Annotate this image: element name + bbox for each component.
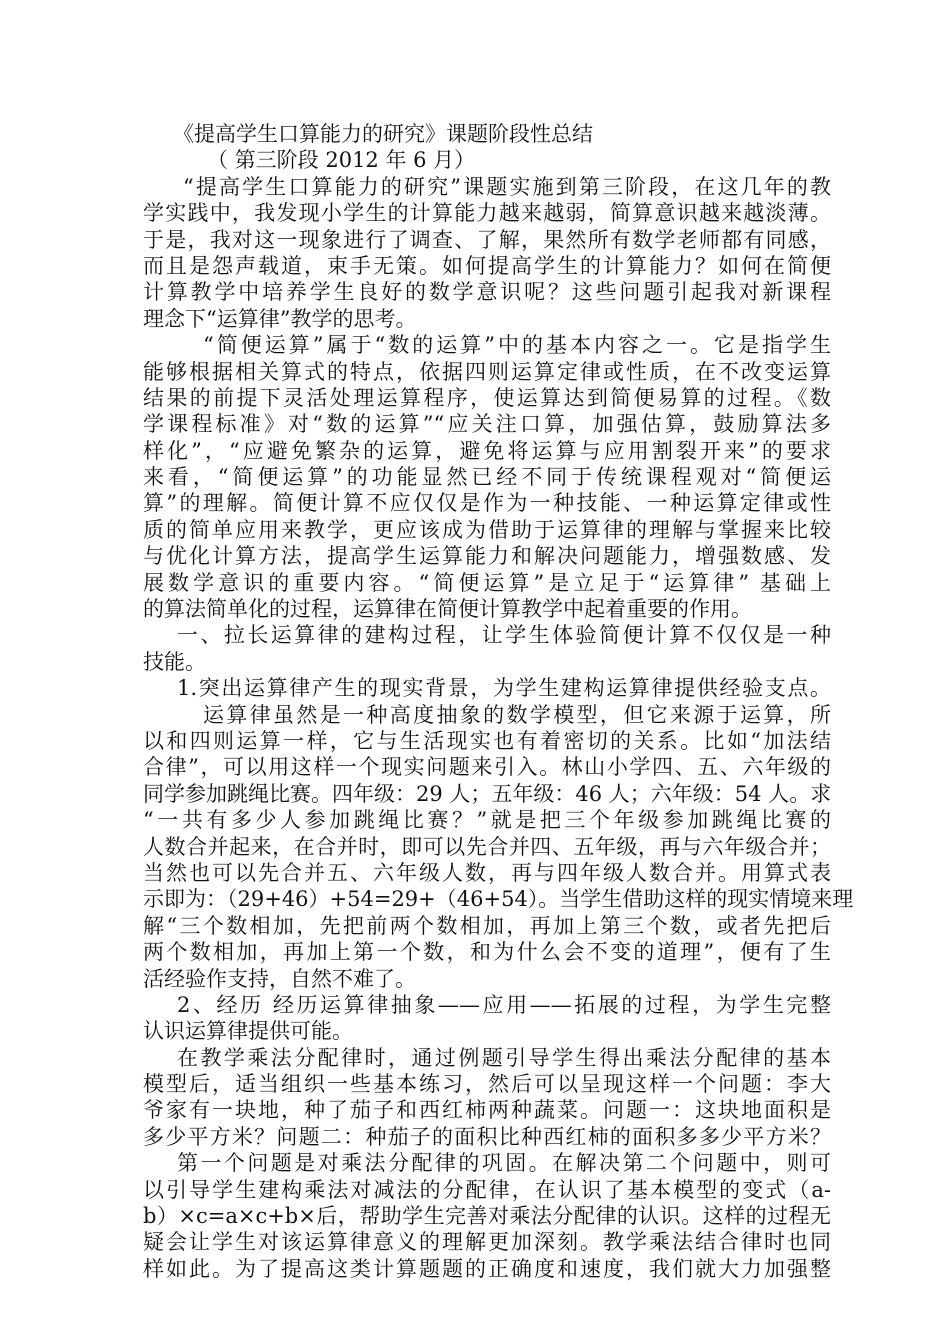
paragraph-line: 当然也可以先合并五、六年级人数，再与四年级人数合并。用算式表 [143, 860, 831, 885]
paragraph-line: 质的简单应用来教学，更应该成为借助于运算律的理解与掌握来比较 [143, 517, 831, 542]
paragraph-line: 爷家有一块地，种了茄子和西红柿两种蔬菜。问题一：这块地面积是 [143, 1098, 831, 1123]
section-heading-line: 一、拉长运算律的建构过程，让学生体验简便计算不仅仅是一种 [177, 623, 831, 648]
subsection-heading: 2、经历 经历运算律抽象——应用——拓展的过程，为学生完整 [177, 992, 831, 1017]
paragraph-line: 理念下“运算律”教学的思考。 [143, 306, 417, 331]
document-page [143, 121, 854, 1282]
paragraph-line: 第一个问题是对乘法分配律的巩固。在解决第二个问题中，则可 [177, 1151, 831, 1176]
paragraph-line: 活经验作支持，自然不难了。 [143, 966, 416, 991]
paragraph-line: 人数合并起来，在合并时，即可以先合并四、五年级，再与六年级合并； [143, 834, 831, 859]
paragraph-line: 与优化计算方法，提高学生运算能力和解决问题能力，增强数感、发 [143, 544, 831, 569]
paragraph-line: 疑会让学生对该运算律意义的理解更加深刻。教学乘法结合律时也同 [143, 1230, 831, 1255]
section-heading-line: 技能。 [143, 649, 206, 674]
paragraph-line: 的算法简单化的过程，运算律在简便计算教学中起着重要的作用。 [143, 597, 752, 622]
paragraph-line: 以引导学生建构乘法对减法的分配律，在认识了基本模型的变式（a- [143, 1177, 831, 1202]
paragraph-line: 样化”，“应避免繁杂的运算，避免将运算与应用割裂开来”的要求 [143, 438, 831, 463]
paragraph-line: “一共有多少人参加跳绳比赛？”就是把三个年级参加跳绳比赛的 [143, 808, 831, 833]
paragraph-line: 模型后，适当组织一些基本练习，然后可以呈现这样一个问题：李大 [143, 1072, 831, 1097]
subsection-heading: 1.突出运算律产生的现实背景，为学生建构运算律提供经验支点。 [177, 676, 831, 701]
paragraph-line: 于是，我对这一现象进行了调查、了解，果然所有数学老师都有同感， [143, 227, 831, 252]
paragraph-line: 示即为：（29+46）+54=29+（46+54）。当学生借助这样的现实情境来理 [143, 887, 854, 912]
paragraph-line: 同学参加跳绳比赛。四年级：29 人；五年级：46 人；六年级：54 人。求 [143, 781, 832, 806]
paragraph-line: 学实践中，我发现小学生的计算能力越来越弱，简算意识越来越淡薄。 [143, 201, 831, 226]
paragraph-line: 计算教学中培养学生良好的数学意识呢？这些问题引起我对新课程 [143, 280, 831, 305]
paragraph-line: 样如此。为了提高这类计算题题的正确度和速度，我们就大力加强整 [143, 1256, 831, 1281]
paragraph-line: 多少平方米？问题二：种茄子的面积比种西红柿的面积多多少平方米？ [143, 1124, 831, 1149]
paragraph-line: 学课程标准》对“数的运算”“应关注口算，加强估算，鼓励算法多 [143, 412, 831, 437]
paragraph-line: 合律”，可以用这样一个现实问题来引入。林山小学四、五、六年级的 [143, 755, 831, 780]
document-subtitle: （ 第三阶段 2012 年 6 月） [207, 148, 476, 173]
paragraph-line: 来看，“简便运算”的功能显然已经不同于传统课程观对“简便运 [143, 465, 831, 490]
paragraph-line: “提高学生口算能力的研究”课题实施到第三阶段，在这几年的教 [183, 174, 831, 199]
paragraph-line: 结果的前提下灵活处理运算程序，使运算达到简便易算的过程。《数 [143, 385, 831, 410]
paragraph-line: 解“三个数相加，先把前两个数相加，再加上第三个数，或者先把后 [143, 913, 831, 938]
paragraph-line: 两个数相加，再加上第一个数，和为什么会不变的道理”，便有了生 [143, 940, 831, 965]
paragraph-line: 能够根据相关算式的特点，依据四则运算定律或性质，在不改变运算 [143, 359, 831, 384]
paragraph-line: 运算律虽然是一种高度抽象的数学模型，但它来源于运算，所 [203, 702, 831, 727]
paragraph-line: 而且是怨声载道，束手无策。如何提高学生的计算能力？如何在简便 [143, 253, 831, 278]
paragraph-line: 以和四则运算一样，它与生活现实也有着密切的关系。比如“加法结 [143, 728, 831, 753]
paragraph-line: 算”的理解。简便计算不应仅仅是作为一种技能、一种运算定律或性 [143, 491, 831, 516]
paragraph-line: “简便运算”属于“数的运算”中的基本内容之一。它是指学生 [203, 333, 831, 358]
paragraph-line: 在教学乘法分配律时，通过例题引导学生得出乘法分配律的基本 [177, 1045, 831, 1070]
subsection-heading: 认识运算律提供可能。 [143, 1019, 353, 1044]
paragraph-line: b）×c=a×c+b×后，帮助学生完善对乘法分配律的认识。这样的过程无 [143, 1204, 831, 1229]
paragraph-line: 展数学意识的重要内容。“简便运算”是立足于“运算律” 基础上 [143, 570, 831, 595]
document-title: 《提高学生口算能力的研究》课题阶段性总结 [173, 122, 593, 146]
